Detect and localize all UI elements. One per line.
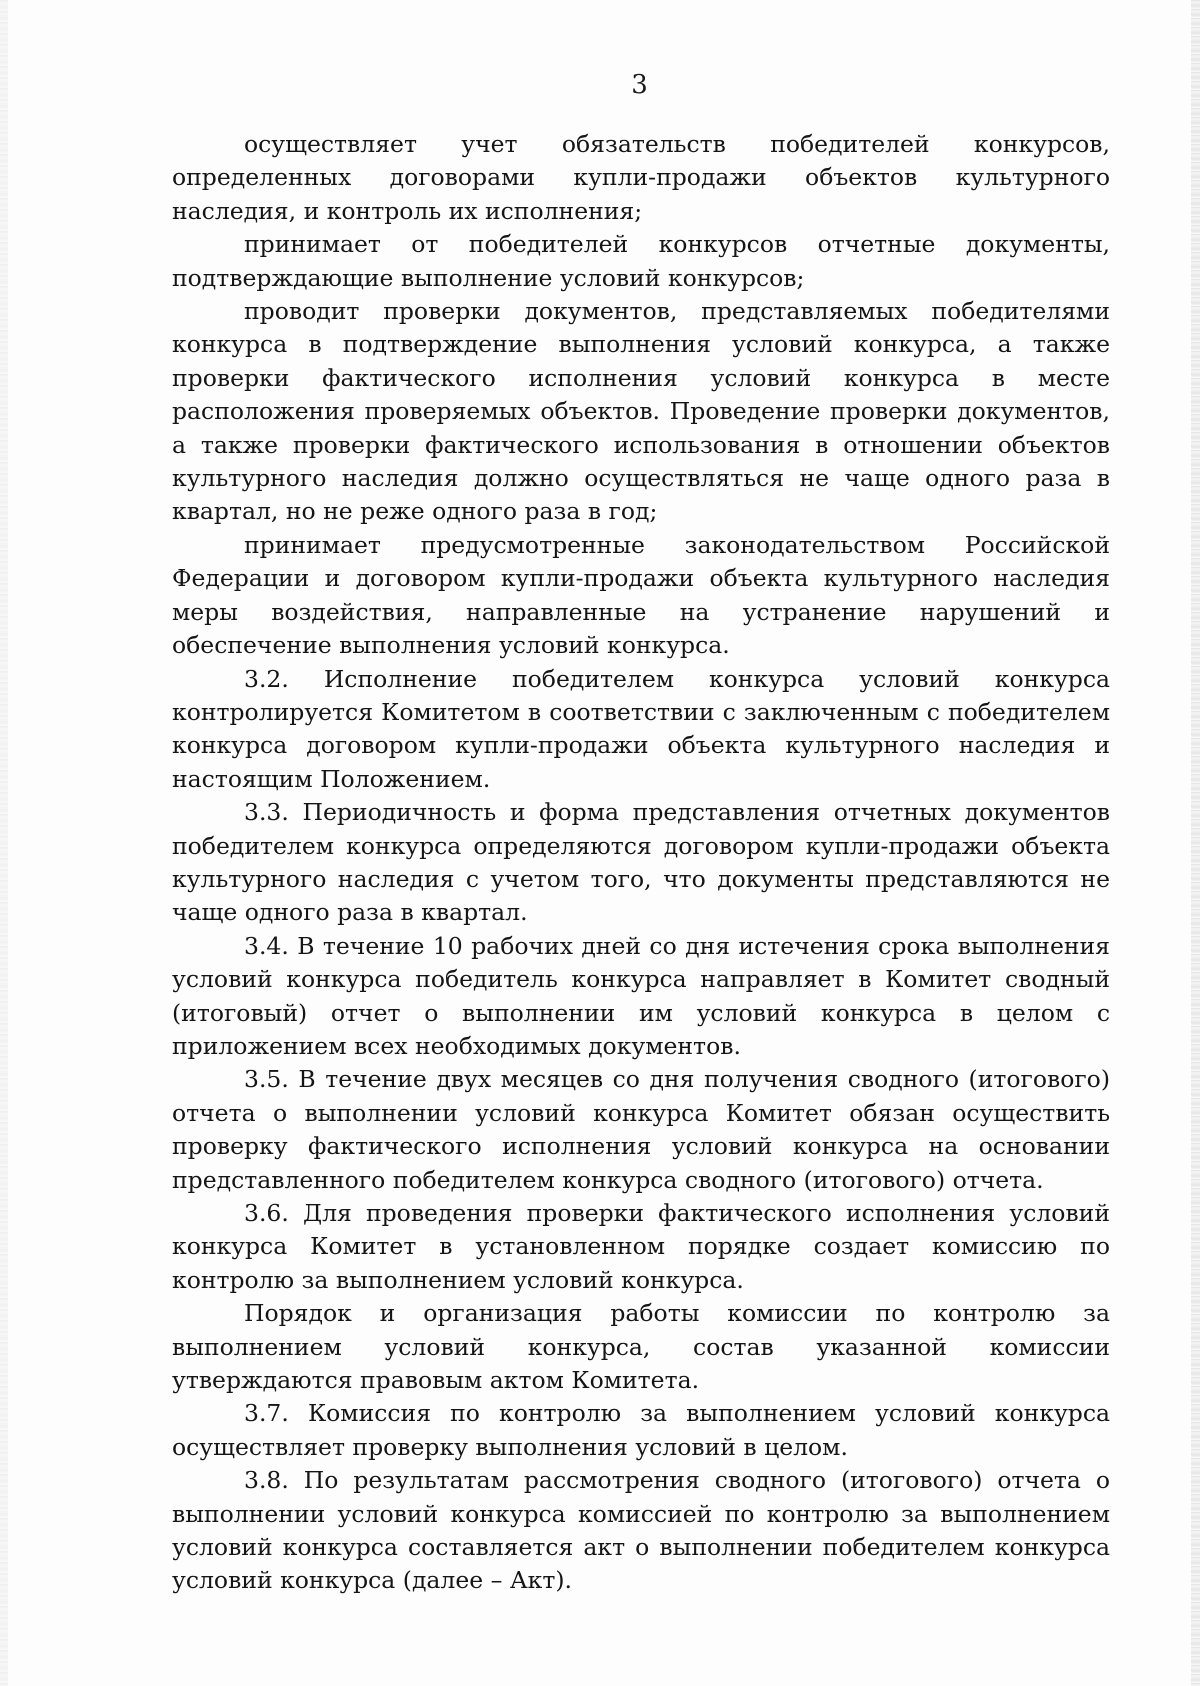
paragraph-3-7: 3.7. Комиссия по контролю за выполнением условий конкурса осуществляет проверку выполнения условий в целом.: [172, 1399, 1110, 1461]
paragraph-3-8: 3.8. По результатам рассмотрения сводного (итогового) отчета о выполнении условий конкурса комиссией по контролю за выполнением условий конкурса составляется акт о выполнении победителем конкурса условий конкурса (далее – Акт).: [172, 1466, 1110, 1595]
paragraph-3-5: 3.5. В течение двух месяцев со дня получения сводного (итогового) отчета о выполнении условий конкурса Комитет обязан осуществить проверку фактического исполнения условий конкурса на основании представленного победителем конкурса сводного (итогового) отчета.: [172, 1065, 1110, 1194]
scan-left-edge: [0, 0, 8, 1686]
paragraph-3-4: 3.4. В течение 10 рабочих дней со дня истечения срока выполнения условий конкурса победитель конкурса направляет в Комитет сводный (итоговый) отчет о выполнении им условий конкурса в целом с приложением всех необходимых документов.: [172, 931, 1110, 1060]
paragraph-commission-procedure: Порядок и организация работы комиссии по контролю за выполнением условий конкурса, состав указанной комиссии утверждаются правовым актом Комитета.: [172, 1299, 1110, 1395]
document-body: [172, 128, 1110, 1598]
paragraph-accounting-obligations: осуществляет учет обязательств победителей конкурсов, определенных договорами купли-продажи объектов культурного наследия, и контроль их исполнения;: [172, 130, 1110, 225]
paragraph-conducts-inspections: проводит проверки документов, представляемых победителями конкурса в подтверждение выполнения условий конкурса, а также проверки фактического исполнения условий конкурса в месте расположения проверяемых объектов. Проведение проверки документов, а также проверки фактического использования в отношении объектов культурного наследия должно осуществляться не чаще одного раза в квартал, но не реже одного раза в год;: [172, 297, 1110, 526]
paragraph-3-3: 3.3. Периодичность и форма представления отчетных документов победителем конкурса определяются договором купли-продажи объекта культурного наследия с учетом того, что документы представляются не чаще одного раза в квартал.: [172, 798, 1110, 927]
paragraph-3-6: 3.6. Для проведения проверки фактического исполнения условий конкурса Комитет в установленном порядке создает комиссию по контролю за выполнением условий конкурса.: [172, 1199, 1110, 1294]
scan-right-edge: [1191, 0, 1200, 1686]
paragraph-enforcement-measures: принимает предусмотренные законодательством Российской Федерации и договором купли-продажи объекта культурного наследия меры воздействия, направленные на устранение нарушений и обеспечение выполнения условий конкурса.: [172, 530, 1110, 660]
paragraph-accepts-reports: принимает от победителей конкурсов отчетные документы, подтверждающие выполнение условий конкурсов;: [172, 230, 1110, 292]
paragraph-3-2: 3.2. Исполнение победителем конкурса условий конкурса контролируется Комитетом в соответствии с заключенным с победителем конкурса договором купли-продажи объекта культурного наследия и настоящим Положением.: [172, 664, 1110, 793]
page-number: 3: [631, 70, 648, 100]
